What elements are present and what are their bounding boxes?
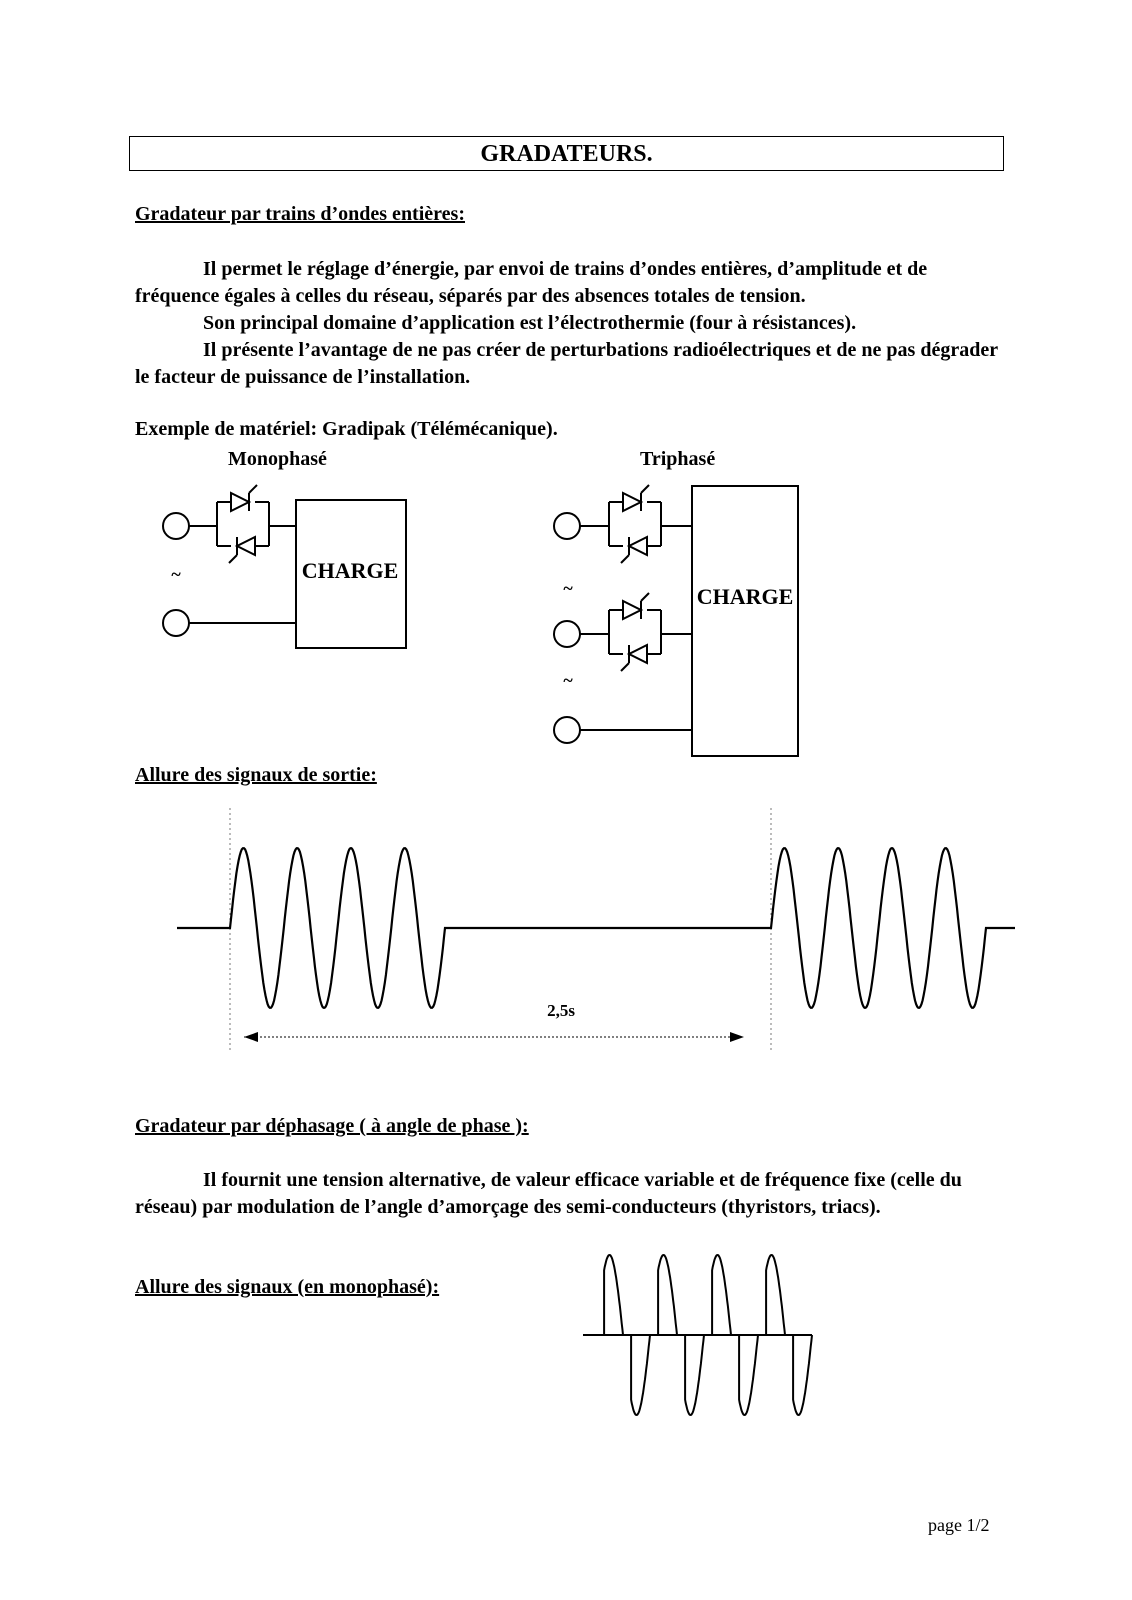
paragraph: Son principal domaine d’application est l’électrothermie (four à résistances). — [203, 312, 857, 334]
charge-label: CHARGE — [696, 584, 794, 609]
terminal-1 — [554, 513, 580, 539]
phase-angle-signal — [583, 1255, 812, 1415]
tilde-symbol: ~ — [563, 578, 573, 598]
charge-label: CHARGE — [301, 558, 399, 583]
section-heading-output-signals: Allure des signaux de sortie: — [135, 764, 377, 786]
thyristor-pair — [609, 485, 661, 563]
terminal-2 — [554, 621, 580, 647]
tilde-symbol: ~ — [563, 670, 573, 690]
tilde-symbol: ~ — [171, 564, 181, 584]
terminal-1 — [163, 513, 189, 539]
label-triphase: Triphasé — [640, 448, 716, 470]
monophase-diagram — [163, 485, 406, 648]
thyristor-pair — [217, 485, 269, 563]
wave-train-signal — [177, 808, 1015, 1050]
terminal-2 — [163, 610, 189, 636]
example-line: Exemple de matériel: Gradipak (Télémécanique). — [135, 418, 558, 440]
wave-trace — [177, 848, 1015, 1008]
arrow-left-icon — [244, 1032, 258, 1042]
section-heading-mono-signals: Allure des signaux (en monophasé): — [135, 1276, 440, 1298]
section-heading-trains: Gradateur par trains d’ondes entières: — [135, 203, 465, 225]
label-monophase: Monophasé — [228, 448, 327, 470]
period-label: 2,5s — [547, 1001, 575, 1020]
arrow-right-icon — [730, 1032, 744, 1042]
terminal-3 — [554, 717, 580, 743]
paragraph: Il présente l’avantage de ne pas créer de perturbations radioélectriques et de ne pas dégrader le facteur de puissance de l’installation. — [135, 339, 998, 388]
page-title: GRADATEURS. — [129, 136, 1004, 171]
thyristor-pair — [609, 593, 661, 671]
page-number: page 1/2 — [928, 1515, 990, 1535]
paragraph: Il fournit une tension alternative, de valeur efficace variable et de fréquence fixe (celle du réseau) par modulation de l’angle d’amorçage des semi-conducteurs (thyristors, triacs). — [135, 1169, 962, 1218]
triphase-diagram — [554, 485, 798, 756]
paragraph: Il permet le réglage d’énergie, par envoi de trains d’ondes entières, d’amplitude et de fréquence égales à celles du réseau, séparés par des absences totales de tension. — [135, 258, 928, 307]
section-heading-phase: Gradateur par déphasage ( à angle de phase ): — [135, 1115, 529, 1137]
charge-box — [692, 486, 798, 756]
